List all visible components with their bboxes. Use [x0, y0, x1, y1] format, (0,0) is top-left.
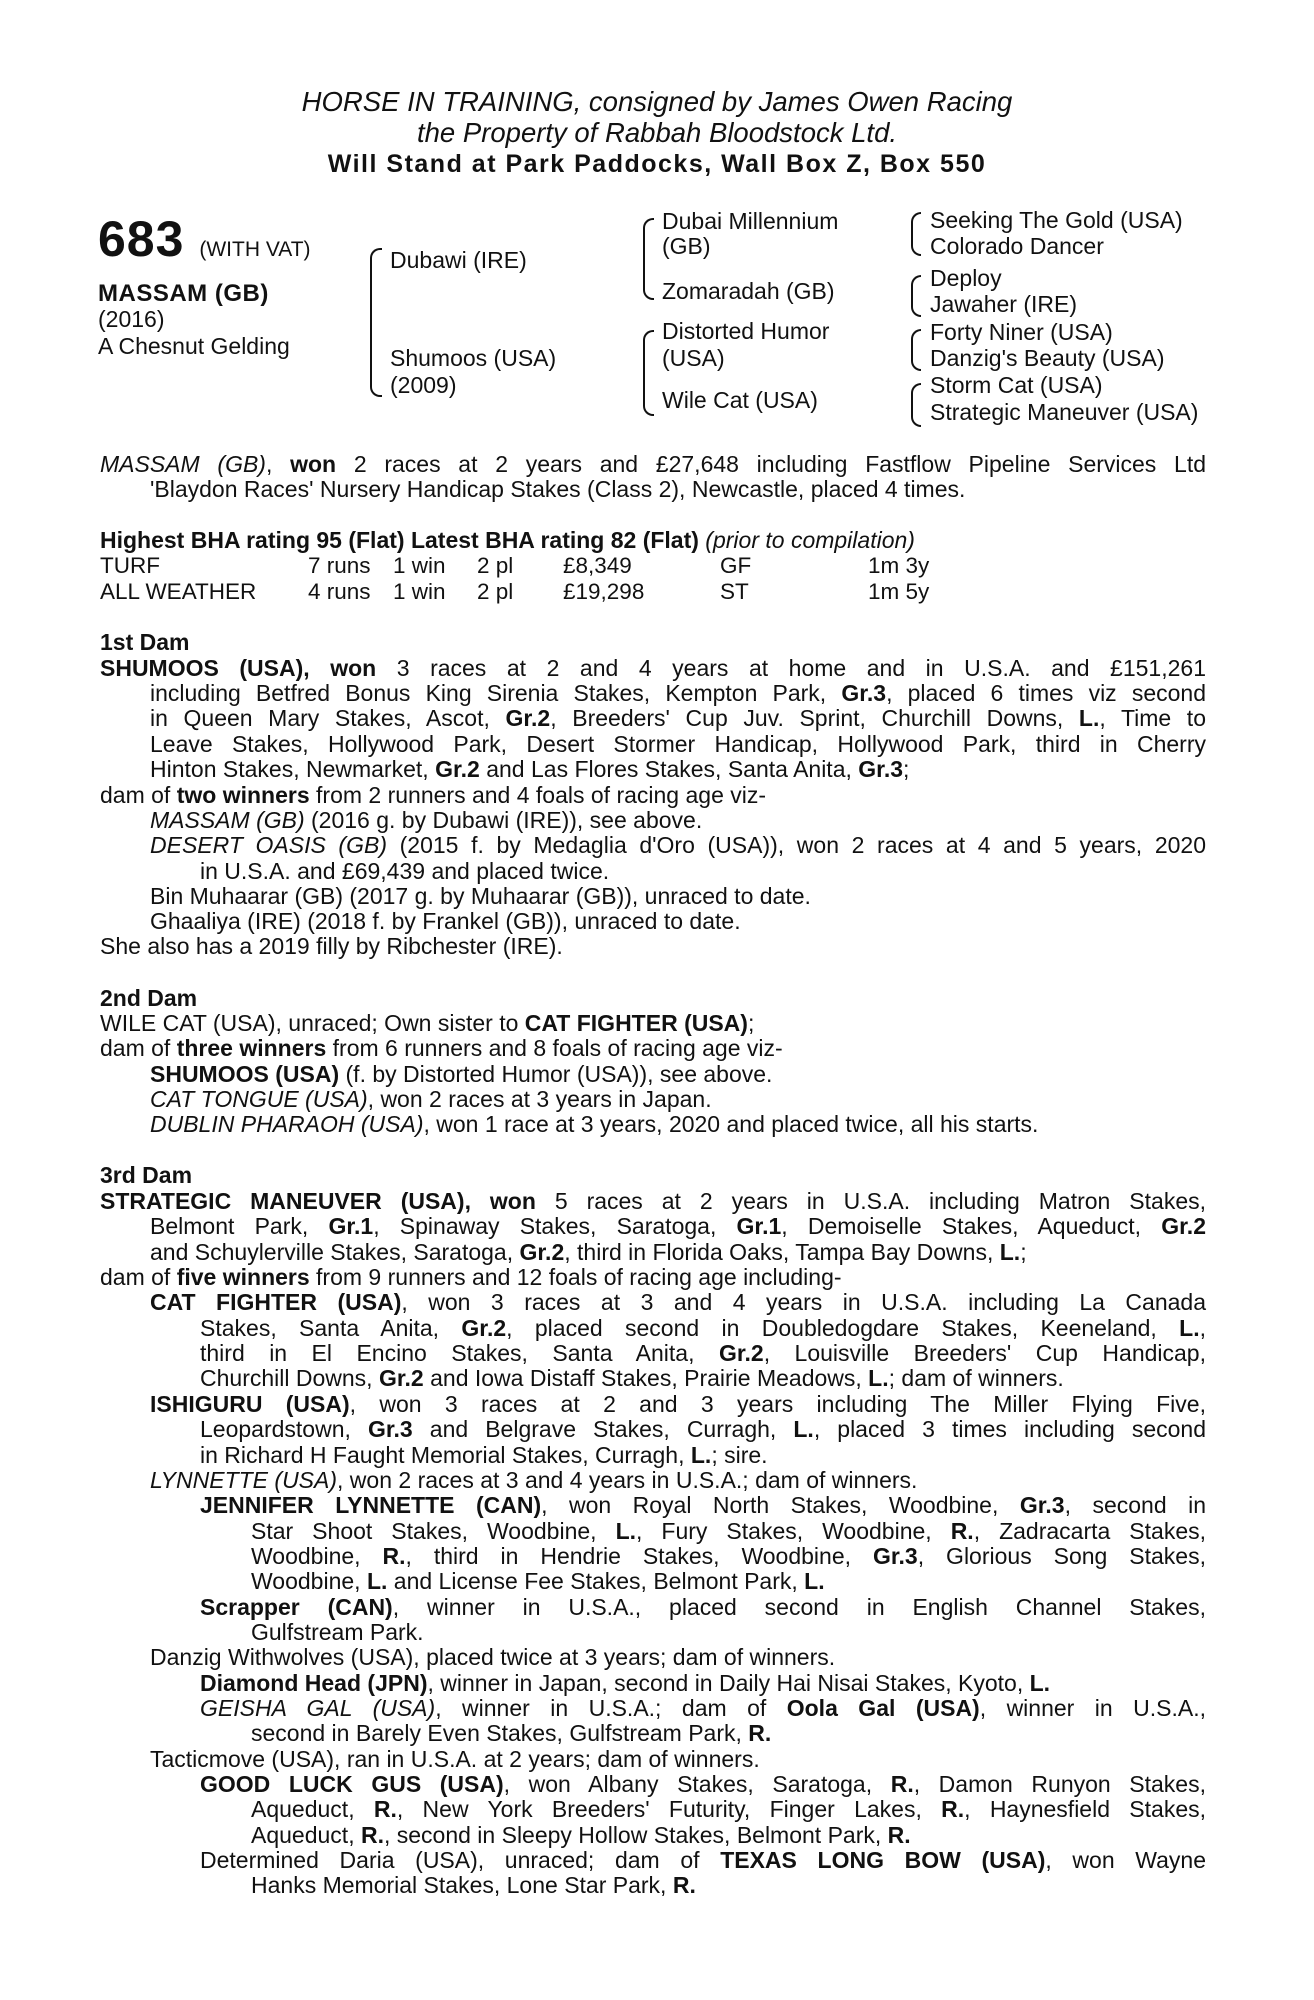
dam3-line: Leopardstown, Gr.3 and Belgrave Stakes, Curragh, L., placed 3 times including second [200, 1416, 1206, 1442]
ped-sds: Deploy [930, 265, 1002, 291]
brace-dam [643, 330, 654, 416]
dam3-line: in Richard H Faught Memorial Stakes, Curragh, L.; sire. [200, 1442, 768, 1468]
dam3-line: GOOD LUCK GUS (USA), won Albany Stakes, Saratoga, R., Damon Runyon Stakes, [200, 1771, 1206, 1797]
ped-sss: Seeking The Gold (USA) [930, 207, 1183, 233]
ped-dss: Forty Niner (USA) [930, 319, 1113, 345]
dam3-line: Determined Daria (USA), unraced; dam of TEXAS LONG BOW (USA), won Wayne [200, 1847, 1206, 1873]
dam3-line: STRATEGIC MANEUVER (USA), won 5 races at 2 years in U.S.A. including Matron Stakes, [100, 1188, 1206, 1214]
brace-sire [643, 218, 654, 300]
dam2-line: WILE CAT (USA), unraced; Own sister to CAT FIGHTER (USA); [100, 1010, 755, 1036]
lot-number [98, 210, 311, 268]
dam3-line: third in El Encino Stakes, Santa Anita, Gr.2, Louisville Breeders' Cup Handicap, [200, 1340, 1206, 1366]
horse-desc: A Chesnut Gelding [98, 333, 290, 359]
ped-dsd: Danzig's Beauty (USA) [930, 345, 1165, 371]
dam3-line: Tacticmove (USA), ran in U.S.A. at 2 years; dam of winners. [150, 1746, 760, 1772]
dam3-line: dam of five winners from 9 runners and 12 foals of racing age including- [100, 1264, 842, 1290]
ped-ds-2: (USA) [662, 345, 725, 371]
dam2-line: dam of three winners from 6 runners and 8 foals of racing age viz- [100, 1035, 783, 1061]
dam3-line: Stakes, Santa Anita, Gr.2, placed second in Doubledogdare Stakes, Keeneland, L., [200, 1315, 1207, 1341]
dam3-line: Belmont Park, Gr.1, Spinaway Stakes, Saratoga, Gr.1, Demoiselle Stakes, Aqueduct, Gr.2 [150, 1213, 1206, 1239]
dam1-line: in U.S.A. and £69,439 and placed twice. [200, 858, 610, 884]
ped-sdd: Jawaher (IRE) [930, 291, 1077, 317]
dam3-line: Woodbine, R., third in Hendrie Stakes, Woodbine, Gr.3, Glorious Song Stakes, [251, 1543, 1206, 1569]
dam1-line: dam of two winners from 2 runners and 4 foals of racing age viz- [100, 782, 767, 808]
header-line-1: HORSE IN TRAINING, consigned by James Owen Racing [301, 86, 1013, 117]
dam3-line: ISHIGURU (USA), won 3 races at 2 and 3 years including The Miller Flying Five, [150, 1391, 1206, 1417]
horse-name: MASSAM (GB) [98, 280, 269, 307]
ped-dds: Storm Cat (USA) [930, 372, 1103, 398]
dam1-line: Leave Stakes, Hollywood Park, Desert Stormer Handicap, Hollywood Park, third in Cherry [150, 731, 1206, 757]
rating-heading: Highest BHA rating 95 (Flat) Latest BHA rating 82 (Flat) (prior to compilation) [100, 527, 915, 553]
dam1-line: Ghaaliya (IRE) (2018 f. by Frankel (GB)), unraced to date. [150, 908, 741, 934]
dam1-line: DESERT OASIS (GB) (2015 f. by Medaglia d'Oro (USA)), won 2 races at 4 and 5 years, 2020 [150, 832, 1206, 858]
dam3-line: Churchill Downs, Gr.2 and Iowa Distaff Stakes, Prairie Meadows, L.; dam of winners. [200, 1365, 1064, 1391]
brace-ss [911, 212, 921, 256]
dam3-line: JENNIFER LYNNETTE (CAN), won Royal North Stakes, Woodbine, Gr.3, second in [200, 1492, 1206, 1518]
dam1-line: Hinton Stakes, Newmarket, Gr.2 and Las Flores Stakes, Santa Anita, Gr.3; [150, 756, 910, 782]
brace-sd [911, 275, 921, 317]
dam3-line: GEISHA GAL (USA), winner in U.S.A.; dam of Oola Gal (USA), winner in U.S.A., [200, 1695, 1206, 1721]
ped-dd: Wile Cat (USA) [662, 387, 818, 413]
brace-gen1 [370, 248, 382, 397]
dam1-line: in Queen Mary Stakes, Ascot, Gr.2, Breeders' Cup Juv. Sprint, Churchill Downs, L., Time to [150, 705, 1206, 731]
dam2-line: CAT TONGUE (USA), won 2 races at 3 years in Japan. [150, 1086, 712, 1112]
ped-ssd: Colorado Dancer [930, 233, 1104, 259]
summary-line-2: 'Blaydon Races' Nursery Handicap Stakes (Class 2), Newcastle, placed 4 times. [150, 476, 966, 502]
dam2-title: 2nd Dam [100, 985, 198, 1011]
dam2-line: SHUMOOS (USA) (f. by Distorted Humor (USA)), see above. [150, 1061, 773, 1087]
horse-year: (2016) [98, 306, 165, 332]
dam1-title: 1st Dam [100, 629, 190, 655]
ped-dam-2: (2009) [390, 372, 457, 398]
ped-ddd: Strategic Maneuver (USA) [930, 399, 1199, 425]
dam3-line: CAT FIGHTER (USA), won 3 races at 3 and 4 years in U.S.A. including La Canada [150, 1289, 1206, 1315]
dam1-line: including Betfred Bonus King Sirenia Stakes, Kempton Park, Gr.3, placed 6 times viz second [150, 680, 1206, 706]
dam1-line: SHUMOOS (USA), won 3 races at 2 and 4 years at home and in U.S.A. and £151,261 [100, 655, 1206, 681]
dam2-line: DUBLIN PHARAOH (USA), won 1 race at 3 years, 2020 and placed twice, all his starts. [150, 1111, 1039, 1137]
dam3-line: Danzig Withwolves (USA), placed twice at 3 years; dam of winners. [150, 1644, 836, 1670]
dam3-line: Scrapper (CAN), winner in U.S.A., placed second in English Channel Stakes, [200, 1594, 1206, 1620]
dam3-line: Diamond Head (JPN), winner in Japan, second in Daily Hai Nisai Stakes, Kyoto, L. [200, 1670, 1051, 1696]
dam3-line: LYNNETTE (USA), won 2 races at 3 and 4 years in U.S.A.; dam of winners. [150, 1467, 918, 1493]
brace-dd [911, 383, 921, 427]
header-line-3: Will Stand at Park Paddocks, Wall Box Z, Box 550 [327, 150, 987, 178]
dam3-line: Woodbine, L. and License Fee Stakes, Belmont Park, L. [251, 1568, 825, 1594]
dam3-line: Hanks Memorial Stakes, Lone Star Park, R. [251, 1872, 696, 1898]
ped-sd: Zomaradah (GB) [662, 278, 835, 304]
ped-dam-1: Shumoos (USA) [390, 345, 557, 371]
dam1-line: She also has a 2019 filly by Ribchester (IRE). [100, 933, 563, 959]
brace-ds [911, 329, 921, 371]
dam1-line: MASSAM (GB) (2016 g. by Dubawi (IRE)), see above. [150, 807, 703, 833]
dam3-title: 3rd Dam [100, 1162, 193, 1188]
lot-vat: (WITH VAT) [199, 238, 311, 261]
summary-line-1: MASSAM (GB), won 2 races at 2 years and £27,648 including Fastflow Pipeline Services Ltd [100, 451, 1207, 477]
dam3-line: Star Shoot Stakes, Woodbine, L., Fury Stakes, Woodbine, R., Zadracarta Stakes, [251, 1518, 1207, 1544]
ped-sire: Dubawi (IRE) [390, 247, 527, 273]
ped-ss-2: (GB) [662, 233, 711, 259]
header-line-2: the Property of Rabbah Bloodstock Ltd. [416, 117, 897, 148]
dam3-line: Aqueduct, R., New York Breeders' Futurity, Finger Lakes, R., Haynesfield Stakes, [251, 1796, 1206, 1822]
dam3-line: Gulfstream Park. [251, 1619, 424, 1645]
dam3-line: second in Barely Even Stakes, Gulfstream Park, R. [251, 1720, 772, 1746]
lot-number-value: 683 [98, 211, 185, 267]
dam1-line: Bin Muhaarar (GB) (2017 g. by Muhaarar (GB)), unraced to date. [150, 883, 811, 909]
ped-ds-1: Distorted Humor [662, 318, 830, 344]
ped-ss-1: Dubai Millennium [662, 208, 839, 234]
dam3-line: and Schuylerville Stakes, Saratoga, Gr.2, third in Florida Oaks, Tampa Bay Downs, L.; [150, 1239, 1027, 1265]
dam3-line: Aqueduct, R., second in Sleepy Hollow Stakes, Belmont Park, R. [251, 1822, 911, 1848]
